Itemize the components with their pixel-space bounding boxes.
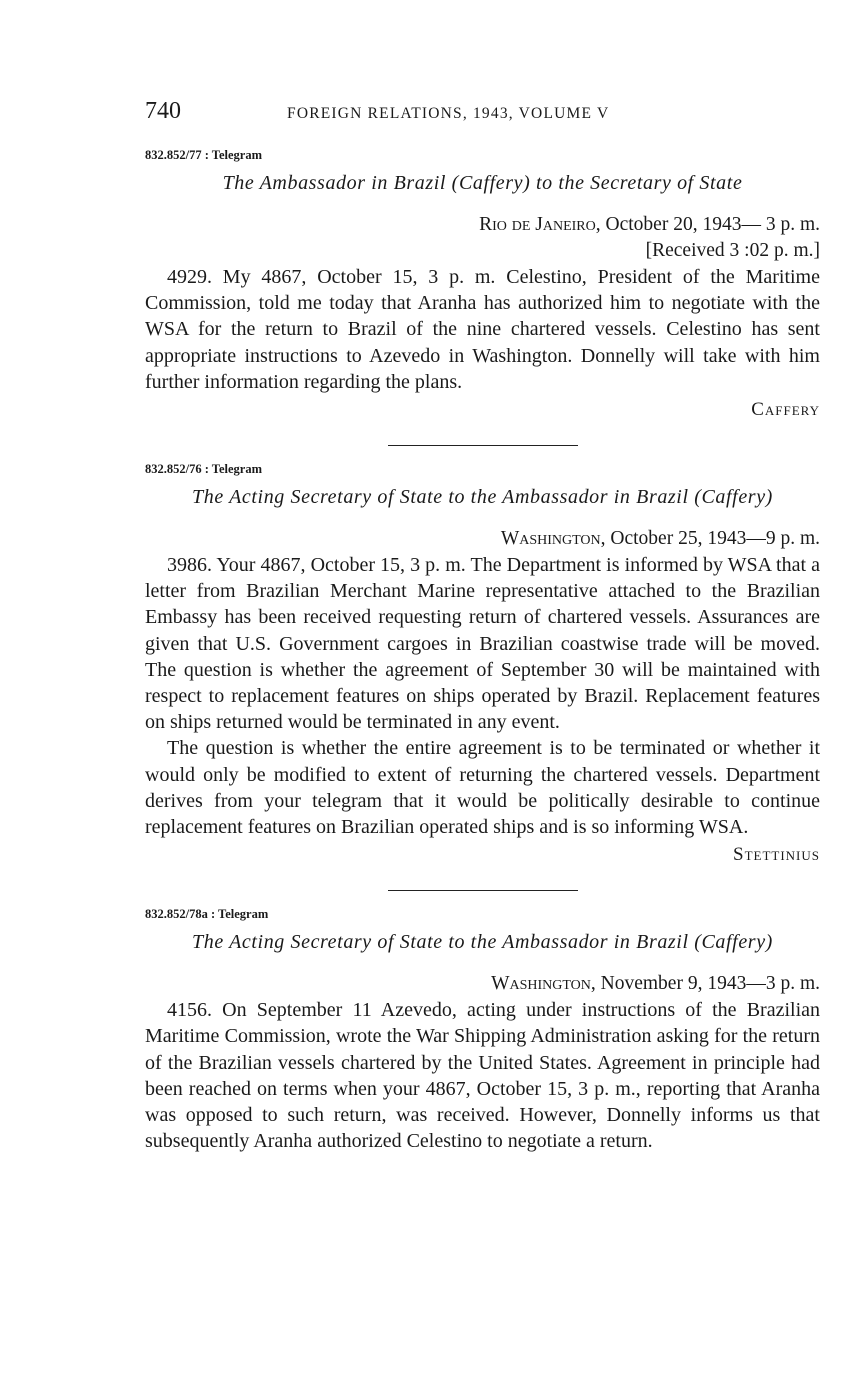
document-telegram-4929 [145,148,820,423]
page [145,98,820,1154]
dateline-date: , November 9, 1943—3 p. m. [590,973,820,995]
running-head [145,98,820,132]
dateline-place: Rio de Janeiro [479,214,596,235]
dateline-date: , October 20, 1943— 3 p. m. [595,214,820,235]
dateline [145,971,820,997]
document-telegram-4156 [145,907,820,1154]
document-title: The Acting Secretary of State to the Ambassador in Brazil (Caffery) [192,931,773,954]
paragraph: 4929. My 4867, October 15, 3 p. m. Celestino, President of the Maritime Commission, told me today that Aranha has authorized him to negotiate with the WSA for the return to Brazil of the nine chartered vessels. Celestino has sent appropriate instructions to Azevedo in Washington. Donnelly will take with him further information regarding the plans. [145,266,820,393]
file-reference: 832.852/76 : Telegram [145,462,263,477]
dateline-place: Washington [491,973,591,995]
paragraph: 4156. On September 11 Azevedo, acting under instructions of the Brazilian Maritime Commission, wrote the War Shipping Administration asking for the return of the Brazilian vessels chartered by the United States. Agreement in principle had been reached on terms when your 4867, October 15, 3 p. m., reporting that Aranha was opposed to such return, was received. However, Donnelly informs us that subsequently Aranha authorized Celestino to negotiate a return. [145,999,820,1153]
running-title: FOREIGN RELATIONS, 1943, VOLUME V [287,105,610,122]
received-note: [Received 3 :02 p. m.] [645,240,820,261]
document-telegram-3986 [145,462,820,868]
file-reference: 832.852/78a : Telegram [145,907,269,922]
page-number: 740 [145,98,181,124]
section-divider [388,445,578,446]
paragraph: 3986. Your 4867, October 15, 3 p. m. The Department is informed by WSA that a letter from Brazilian Merchant Marine representative attached to the Brazilian Embassy has been received requesting return of chartered vessels. Assurances are given that U.S. Government cargoes in Brazilian coastwise trade will be moved. The question is whether the agreement of September 30 will be maintained with respect to replacement features on ships operated by Brazil. Replacement features on ships returned would be terminated in any event. [145,554,820,734]
dateline-date: , October 25, 1943—9 p. m. [600,528,820,550]
document-title: The Ambassador in Brazil (Caffery) to the Secretary of State [222,172,743,194]
signature: Caffery [751,399,820,421]
dateline [145,212,820,238]
document-title: The Acting Secretary of State to the Ambassador in Brazil (Caffery) [192,486,773,509]
dateline-place: Washington [500,528,601,550]
dateline [145,526,820,552]
paragraph: The question is whether the entire agreement is to be terminated or whether it would only be modified to extent of returning the chartered vessels. Department derives from your telegram that it would be politically desirable to continue replacement features on Brazilian operated ships and is so informing WSA. [145,737,820,839]
section-divider [388,890,578,891]
signature: Stettinius [733,844,820,866]
file-reference: 832.852/77 : Telegram [145,148,263,162]
